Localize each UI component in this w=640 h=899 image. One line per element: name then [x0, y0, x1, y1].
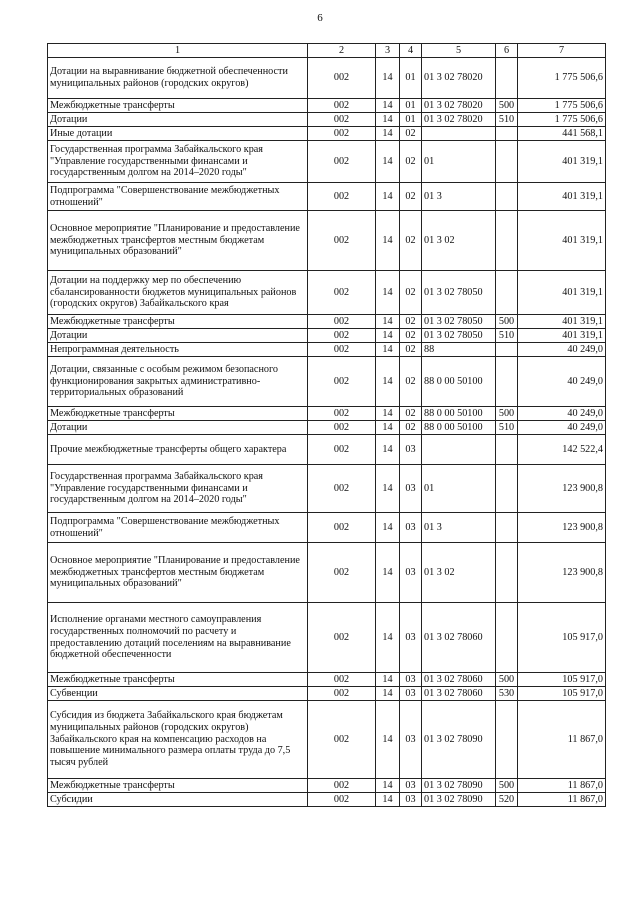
code-subsection: 02: [400, 183, 422, 211]
table-row: [48, 183, 606, 211]
code-admin: 002: [308, 315, 376, 329]
table-row: [48, 329, 606, 343]
column-header-2: 2: [308, 44, 376, 58]
amount: 105 917,0: [518, 603, 606, 673]
code-target: 01: [422, 465, 496, 513]
code-expense-type: 520: [496, 793, 518, 807]
code-expense-type: 510: [496, 421, 518, 435]
row-name: Субсидия из бюджета Забайкальского края бюджетам муниципальных районов (городских округов) Забайкальского края на компенсацию расходов на повышение минимального размера оплаты труда до 7,5 тысяч рублей: [48, 701, 308, 779]
row-name: Субсидии: [48, 793, 308, 807]
row-name: Дотации на поддержку мер по обеспечению сбалансированности бюджетов муниципальных районов (городских округов) Забайкальского края: [48, 271, 308, 315]
code-subsection: 03: [400, 793, 422, 807]
code-expense-type: [496, 701, 518, 779]
code-target: 01 3 02 78060: [422, 673, 496, 687]
amount: 401 319,1: [518, 183, 606, 211]
code-subsection: 03: [400, 673, 422, 687]
code-expense-type: [496, 343, 518, 357]
code-subsection: 02: [400, 315, 422, 329]
table-row: [48, 421, 606, 435]
amount: 1 775 506,6: [518, 113, 606, 127]
code-subsection: 02: [400, 329, 422, 343]
code-target: 01 3 02 78050: [422, 271, 496, 315]
row-name: Межбюджетные трансферты: [48, 99, 308, 113]
column-header-4: 4: [400, 44, 422, 58]
code-target: 01 3 02 78050: [422, 329, 496, 343]
code-admin: 002: [308, 465, 376, 513]
code-expense-type: [496, 435, 518, 465]
code-expense-type: [496, 603, 518, 673]
table-row: [48, 315, 606, 329]
code-section: 14: [376, 701, 400, 779]
amount: 40 249,0: [518, 343, 606, 357]
code-section: 14: [376, 421, 400, 435]
amount: 11 867,0: [518, 779, 606, 793]
code-subsection: 03: [400, 603, 422, 673]
code-subsection: 02: [400, 271, 422, 315]
code-expense-type: 510: [496, 113, 518, 127]
code-section: 14: [376, 141, 400, 183]
code-expense-type: [496, 127, 518, 141]
table-row: [48, 687, 606, 701]
code-admin: 002: [308, 543, 376, 603]
code-target: 88 0 00 50100: [422, 421, 496, 435]
code-target: 01 3 02 78020: [422, 113, 496, 127]
code-subsection: 02: [400, 407, 422, 421]
table-row: [48, 113, 606, 127]
code-expense-type: [496, 357, 518, 407]
code-subsection: 03: [400, 465, 422, 513]
code-target: 01 3 02 78020: [422, 58, 496, 99]
code-admin: 002: [308, 113, 376, 127]
code-section: 14: [376, 673, 400, 687]
amount: 123 900,8: [518, 513, 606, 543]
code-subsection: 03: [400, 701, 422, 779]
table-row: [48, 271, 606, 315]
code-subsection: 02: [400, 127, 422, 141]
code-section: 14: [376, 357, 400, 407]
table-row: [48, 407, 606, 421]
code-admin: 002: [308, 183, 376, 211]
table-row: [48, 793, 606, 807]
table-row: [48, 701, 606, 779]
code-section: 14: [376, 315, 400, 329]
column-header-6: 6: [496, 44, 518, 58]
code-admin: 002: [308, 141, 376, 183]
row-name: Дотации на выравнивание бюджетной обеспеченности муниципальных районов (городских округов): [48, 58, 308, 99]
code-subsection: 01: [400, 58, 422, 99]
code-expense-type: [496, 465, 518, 513]
amount: 142 522,4: [518, 435, 606, 465]
code-subsection: 01: [400, 99, 422, 113]
code-target: 01: [422, 141, 496, 183]
row-name: Подпрограмма "Совершенствование межбюджетных отношений": [48, 513, 308, 543]
code-expense-type: [496, 141, 518, 183]
code-target: 88 0 00 50100: [422, 407, 496, 421]
code-section: 14: [376, 343, 400, 357]
code-expense-type: [496, 58, 518, 99]
code-admin: 002: [308, 357, 376, 407]
code-expense-type: 500: [496, 315, 518, 329]
row-name: Подпрограмма "Совершенствование межбюджетных отношений": [48, 183, 308, 211]
table-row: [48, 58, 606, 99]
amount: 11 867,0: [518, 793, 606, 807]
code-subsection: 02: [400, 343, 422, 357]
table-row: [48, 603, 606, 673]
table-row: [48, 673, 606, 687]
table-row: [48, 779, 606, 793]
code-section: 14: [376, 435, 400, 465]
header-row: [48, 44, 606, 58]
code-expense-type: [496, 183, 518, 211]
table-row: [48, 127, 606, 141]
code-expense-type: [496, 513, 518, 543]
column-header-7: 7: [518, 44, 606, 58]
row-name: Прочие межбюджетные трансферты общего характера: [48, 435, 308, 465]
amount: 401 319,1: [518, 271, 606, 315]
table-row: [48, 543, 606, 603]
row-name: Межбюджетные трансферты: [48, 779, 308, 793]
code-admin: 002: [308, 701, 376, 779]
code-target: 01 3: [422, 513, 496, 543]
code-subsection: 02: [400, 357, 422, 407]
code-subsection: 02: [400, 421, 422, 435]
code-admin: 002: [308, 513, 376, 543]
code-section: 14: [376, 58, 400, 99]
code-subsection: 03: [400, 543, 422, 603]
code-target: 01 3 02 78090: [422, 779, 496, 793]
amount: 105 917,0: [518, 687, 606, 701]
code-admin: 002: [308, 99, 376, 113]
page-number: 6: [317, 12, 323, 24]
code-admin: 002: [308, 435, 376, 465]
budget-table: [47, 43, 606, 807]
row-name: Государственная программа Забайкальского края "Управление государственными финансами и государственным долгом на 2014–2020 годы": [48, 465, 308, 513]
amount: 11 867,0: [518, 701, 606, 779]
code-subsection: 01: [400, 113, 422, 127]
amount: 1 775 506,6: [518, 58, 606, 99]
row-name: Основное мероприятие "Планирование и предоставление межбюджетных трансфертов местным бюджетам муниципальных образований": [48, 211, 308, 271]
table-row: [48, 357, 606, 407]
code-target: 01 3 02 78050: [422, 315, 496, 329]
code-expense-type: [496, 211, 518, 271]
code-expense-type: [496, 543, 518, 603]
code-expense-type: 510: [496, 329, 518, 343]
code-subsection: 03: [400, 513, 422, 543]
row-name: Межбюджетные трансферты: [48, 407, 308, 421]
code-admin: 002: [308, 343, 376, 357]
code-admin: 002: [308, 127, 376, 141]
code-admin: 002: [308, 58, 376, 99]
row-name: Основное мероприятие "Планирование и предоставление межбюджетных трансфертов местным бюджетам муниципальных образований": [48, 543, 308, 603]
code-target: 01 3 02 78060: [422, 687, 496, 701]
code-target: 01 3 02 78090: [422, 701, 496, 779]
column-header-5: 5: [422, 44, 496, 58]
code-section: 14: [376, 183, 400, 211]
table-row: [48, 465, 606, 513]
code-admin: 002: [308, 673, 376, 687]
code-expense-type: 500: [496, 673, 518, 687]
amount: 105 917,0: [518, 673, 606, 687]
table-row: [48, 211, 606, 271]
code-expense-type: 500: [496, 407, 518, 421]
code-section: 14: [376, 465, 400, 513]
amount: 401 319,1: [518, 315, 606, 329]
code-subsection: 02: [400, 211, 422, 271]
row-name: Дотации: [48, 113, 308, 127]
code-section: 14: [376, 603, 400, 673]
column-header-1: 1: [48, 44, 308, 58]
amount: 401 319,1: [518, 329, 606, 343]
code-target: 01 3: [422, 183, 496, 211]
code-section: 14: [376, 127, 400, 141]
table-row: [48, 343, 606, 357]
code-subsection: 03: [400, 435, 422, 465]
code-subsection: 03: [400, 687, 422, 701]
code-subsection: 02: [400, 141, 422, 183]
amount: 40 249,0: [518, 357, 606, 407]
row-name: Иные дотации: [48, 127, 308, 141]
code-admin: 002: [308, 329, 376, 343]
code-target: 01 3 02: [422, 543, 496, 603]
row-name: Исполнение органами местного самоуправления государственных полномочий по расчету и предоставлению дотаций поселениям на выравнивание бюджетной обеспеченности: [48, 603, 308, 673]
row-name: Непрограммная деятельность: [48, 343, 308, 357]
code-expense-type: 500: [496, 779, 518, 793]
code-section: 14: [376, 113, 400, 127]
code-target: [422, 127, 496, 141]
code-section: 14: [376, 271, 400, 315]
code-target: 88: [422, 343, 496, 357]
amount: 123 900,8: [518, 543, 606, 603]
amount: 40 249,0: [518, 421, 606, 435]
amount: 401 319,1: [518, 141, 606, 183]
table-row: [48, 435, 606, 465]
amount: 123 900,8: [518, 465, 606, 513]
code-section: 14: [376, 99, 400, 113]
code-admin: 002: [308, 211, 376, 271]
row-name: Дотации: [48, 421, 308, 435]
code-target: 01 3 02 78020: [422, 99, 496, 113]
code-admin: 002: [308, 421, 376, 435]
code-section: 14: [376, 793, 400, 807]
code-section: 14: [376, 543, 400, 603]
code-target: [422, 435, 496, 465]
code-section: 14: [376, 687, 400, 701]
code-admin: 002: [308, 603, 376, 673]
code-admin: 002: [308, 271, 376, 315]
code-admin: 002: [308, 687, 376, 701]
row-name: Дотации: [48, 329, 308, 343]
code-section: 14: [376, 513, 400, 543]
code-expense-type: 530: [496, 687, 518, 701]
row-name: Субвенции: [48, 687, 308, 701]
row-name: Дотации, связанные с особым режимом безопасного функционирования закрытых административно-территориальных образований: [48, 357, 308, 407]
code-admin: 002: [308, 407, 376, 421]
amount: 401 319,1: [518, 211, 606, 271]
code-target: 01 3 02 78060: [422, 603, 496, 673]
column-header-3: 3: [376, 44, 400, 58]
table-row: [48, 99, 606, 113]
code-target: 01 3 02 78090: [422, 793, 496, 807]
code-subsection: 03: [400, 779, 422, 793]
code-expense-type: [496, 271, 518, 315]
code-section: 14: [376, 211, 400, 271]
amount: 441 568,1: [518, 127, 606, 141]
amount: 40 249,0: [518, 407, 606, 421]
amount: 1 775 506,6: [518, 99, 606, 113]
code-target: 88 0 00 50100: [422, 357, 496, 407]
code-expense-type: 500: [496, 99, 518, 113]
table-row: [48, 141, 606, 183]
code-admin: 002: [308, 779, 376, 793]
code-section: 14: [376, 329, 400, 343]
code-admin: 002: [308, 793, 376, 807]
table-row: [48, 513, 606, 543]
row-name: Государственная программа Забайкальского края "Управление государственными финансами и государственным долгом на 2014–2020 годы": [48, 141, 308, 183]
code-section: 14: [376, 779, 400, 793]
code-target: 01 3 02: [422, 211, 496, 271]
row-name: Межбюджетные трансферты: [48, 673, 308, 687]
row-name: Межбюджетные трансферты: [48, 315, 308, 329]
code-section: 14: [376, 407, 400, 421]
